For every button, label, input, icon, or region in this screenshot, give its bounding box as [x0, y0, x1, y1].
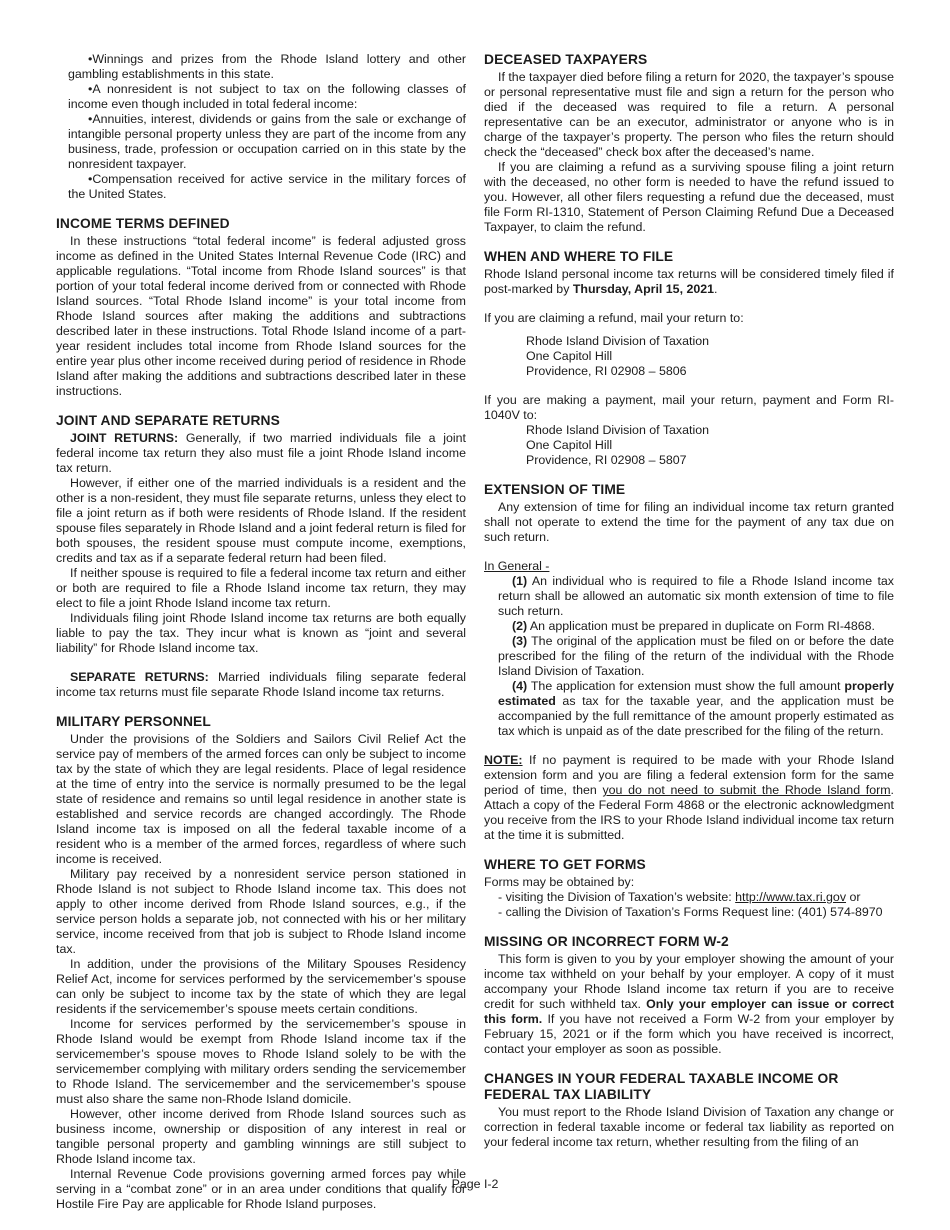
refund-address-line-3: Providence, RI 02908 – 5806 — [526, 364, 687, 378]
deceased-heading: DECEASED TAXPAYERS — [484, 52, 648, 67]
separate-returns-label: SEPARATE RETURNS: — [70, 670, 209, 684]
filing-deadline: Thursday, April 15, 2021 — [572, 282, 715, 296]
joint-paragraph-4: Individuals filing joint Rhode Island income tax returns are both equally liable to pay the tax. They incur what is known as “joint and several liability” for Rhode Island income tax. — [56, 611, 466, 655]
military-paragraph-6: Internal Revenue Code provisions governing armed forces pay while serving in a “combat zone” or in an area under conditions that qualify for Hostile Fire Pay are applicable for Rhode Island purposes. — [56, 1167, 466, 1211]
military-paragraph-2: Military pay received by a nonresident service person stationed in Rhode Island is not subject to Rhode Island income tax. This does not apply to other income derived from Rhode Island sources, e.g., if the service person holds a separate job, not connected with his or her military service, income received from that job is subject to Rhode Island income tax. — [56, 867, 466, 956]
when-where-paragraph: Rhode Island personal income tax returns will be considered timely filed if post-marked by Thursday, April 15, 2021. — [484, 267, 894, 296]
right-column — [484, 52, 894, 1150]
extension-item-2: (2) An application must be prepared in duplicate on Form RI-4868. — [512, 619, 875, 633]
refund-address-line-1: Rhode Island Division of Taxation — [526, 334, 709, 348]
deceased-paragraph-1: If the taxpayer died before filing a return for 2020, the taxpayer’s spouse or personal representative must file and sign a return for the person who died if the deceased was required to file a return. A personal representative can be an executor, administrator or anyone who is in charge of the taxpayer’s property. The person who files the return should check the “deceased” check box after the deceased’s name. — [484, 70, 894, 159]
bullet-lottery: •Winnings and prizes from the Rhode Island lottery and other gambling establishments in this state. — [68, 52, 466, 81]
extension-note: NOTE: If no payment is required to be made with your Rhode Island extension form and you are filing a federal extension form for the same period of time, then you do not need to submit the Rhode Island form. Attach a copy of the Federal Form 4868 or the electronic acknowledgment you receive from the IRS to your Rhode Island individual income tax return at the time it is submitted. — [484, 753, 894, 842]
military-paragraph-3: In addition, under the provisions of the Military Spouses Residency Relief Act, income for services performed by the servicemember’s spouse can only be subject to income tax by the state of which they are legal residents if the servicemember’s spouse meets certain conditions. — [56, 957, 466, 1016]
refund-address-line-2: One Capitol Hill — [526, 349, 613, 363]
joint-separate-heading: JOINT AND SEPARATE RETURNS — [56, 413, 280, 428]
changes-heading: CHANGES IN YOUR FEDERAL TAXABLE INCOME OR FEDERAL TAX LIABILITY — [484, 1071, 839, 1102]
forms-intro: Forms may be obtained by: — [484, 875, 635, 889]
note-label: NOTE: — [484, 753, 523, 767]
when-where-heading: WHEN AND WHERE TO FILE — [484, 249, 674, 264]
changes-paragraph: You must report to the Rhode Island Division of Taxation any change or correction in federal taxable income or federal tax liability as reported on your federal income tax return, whether resulting from the filing of an — [484, 1105, 894, 1149]
extension-item-1: (1) An individual who is required to file a Rhode Island income tax return shall be allowed an automatic six month extension of time to file such return. — [498, 574, 894, 618]
extension-item-4: (4) The application for extension must show the full amount properly estimated as tax for the taxable year, and the application must be accompanied by the full remittance of the amount properly estimated as tax which is unpaid as of the date prescribed for the filing of the return. — [498, 679, 894, 738]
refund-intro: If you are claiming a refund, mail your return to: — [484, 311, 744, 325]
extension-paragraph: Any extension of time for filing an individual income tax return granted shall not operate to extend the time for the payment of any tax due on such return. — [484, 500, 894, 544]
bullet-compensation: •Compensation received for active service in the military forces of the United States. — [68, 172, 466, 201]
payment-address-line-3: Providence, RI 02908 – 5807 — [526, 453, 687, 467]
payment-intro: If you are making a payment, mail your return, payment and Form RI-1040V to: — [484, 393, 894, 422]
military-paragraph-4: Income for services performed by the servicemember’s spouse in Rhode Island would be exempt from Rhode Island income tax if the servicemember’s spouse moves to Rhode Island solely to be with the servicemember complying with military orders sending the servicemember to Rhode Island. The servicemember and the servicemember’s spouse must also share the same non-Rhode Island domicile. — [56, 1017, 466, 1106]
separate-returns-paragraph: SEPARATE RETURNS: Married individuals filing separate federal income tax returns must file separate Rhode Island income tax returns. — [56, 670, 466, 699]
extension-heading: EXTENSION OF TIME — [484, 482, 626, 497]
joint-returns-label: JOINT RETURNS: — [70, 431, 179, 445]
deceased-paragraph-2: If you are claiming a refund as a surviving spouse filing a joint return with the deceased, no other form is needed to have the refund issued to you. However, all other filers requesting a refund due the deceased, must file Form RI-1310, Statement of Person Claiming Refund Due a Deceased Taxpayer, to claim the refund. — [484, 160, 894, 234]
military-paragraph-1: Under the provisions of the Soldiers and Sailors Civil Relief Act the service pay of members of the armed forces can only be subject to income tax by the state of which they are legal residents. Place of legal residence at the time of entry into the service is normally presumed to be the legal state of residence and remains so until legal residence in another state is established and service records are changed accordingly. The Rhode Island income tax is imposed on all the federal taxable income of a resident who is a member of the armed forces, regardless of where such income is received. — [56, 732, 466, 866]
joint-paragraph-2: However, if either one of the married individuals is a resident and the other is a non-resident, they must file separate returns, unless they elect to file a joint return as if both were residents of Rhode Island. If the resident spouse files separately in Rhode Island and a joint federal return is filed for both spouses, the resident spouse must compute income, exemptions, credits and tax as if a separate federal return had been filed. — [56, 476, 466, 565]
in-general-label: In General - — [484, 559, 550, 573]
page-number: Page I-2 — [451, 1177, 499, 1191]
income-terms-paragraph: In these instructions “total federal income” is federal adjusted gross income as defined in the United States Internal Revenue Code (IRC) and applicable regulations. “Total income from Rhode Island sources” is that portion of your total federal income derived from or connected with Rhode Island sources. “Total Rhode Island income” is your total income from Rhode Island sources after making the additions and subtractions described later in these instructions. Total Rhode Island income of a part-year resident includes total income from Rhode Island sources for the entire year plus other income received during period of residence in Rhode Island after making the additions and subtractions described later in these instructions. — [56, 234, 466, 398]
military-heading: MILITARY PERSONNEL — [56, 714, 211, 729]
left-column — [56, 52, 466, 1212]
military-paragraph-5: However, other income derived from Rhode Island sources such as business income, ownership or disposition of any interest in real or tangible personal property and gambling winnings are still subject to Rhode Island income tax. — [56, 1107, 466, 1166]
forms-website-line: - visiting the Division of Taxation’s website: http://www.tax.ri.gov or — [498, 890, 861, 904]
extension-item-3: (3) The original of the application must be filed on or before the date prescribed for the filing of the return of the individual with the Rhode Island Division of Taxation. — [498, 634, 894, 678]
income-terms-heading: INCOME TERMS DEFINED — [56, 216, 230, 231]
payment-address-line-1: Rhode Island Division of Taxation — [526, 423, 709, 437]
w2-paragraph: This form is given to you by your employer showing the amount of your income tax withheld on your behalf by your employer. A copy of it must accompany your Rhode Island income tax return if you are to receive credit for such withheld tax. Only your employer can issue or correct this form. If you have not received a Form W-2 from your employer by February 15, 2021 or if the form which you have received is incorrect, contact your employer as soon as possible. — [484, 952, 895, 1056]
joint-returns-paragraph: JOINT RETURNS: Generally, if two married individuals file a joint federal income tax return they also must file a joint Rhode Island income tax return. — [56, 431, 466, 475]
bullet-annuities: •Annuities, interest, dividends or gains from the sale or exchange of intangible personal property unless they are part of the income from any business, trade, profession or occupation carried on in this state by the nonresident taxpayer. — [68, 112, 466, 171]
tax-website-link[interactable]: http://www.tax.ri.gov — [735, 890, 847, 904]
bullet-nonresident: •A nonresident is not subject to tax on the following classes of income even though included in total federal income: — [68, 82, 466, 111]
payment-address-line-2: One Capitol Hill — [526, 438, 613, 452]
forms-heading: WHERE TO GET FORMS — [484, 857, 646, 872]
forms-phone-line: - calling the Division of Taxation’s Forms Request line: (401) 574-8970 — [498, 905, 883, 919]
w2-heading: MISSING OR INCORRECT FORM W-2 — [484, 934, 729, 949]
joint-paragraph-3: If neither spouse is required to file a federal income tax return and either or both are required to file a Rhode Island income tax return, they may elect to file a joint Rhode Island income tax return. — [56, 566, 466, 610]
